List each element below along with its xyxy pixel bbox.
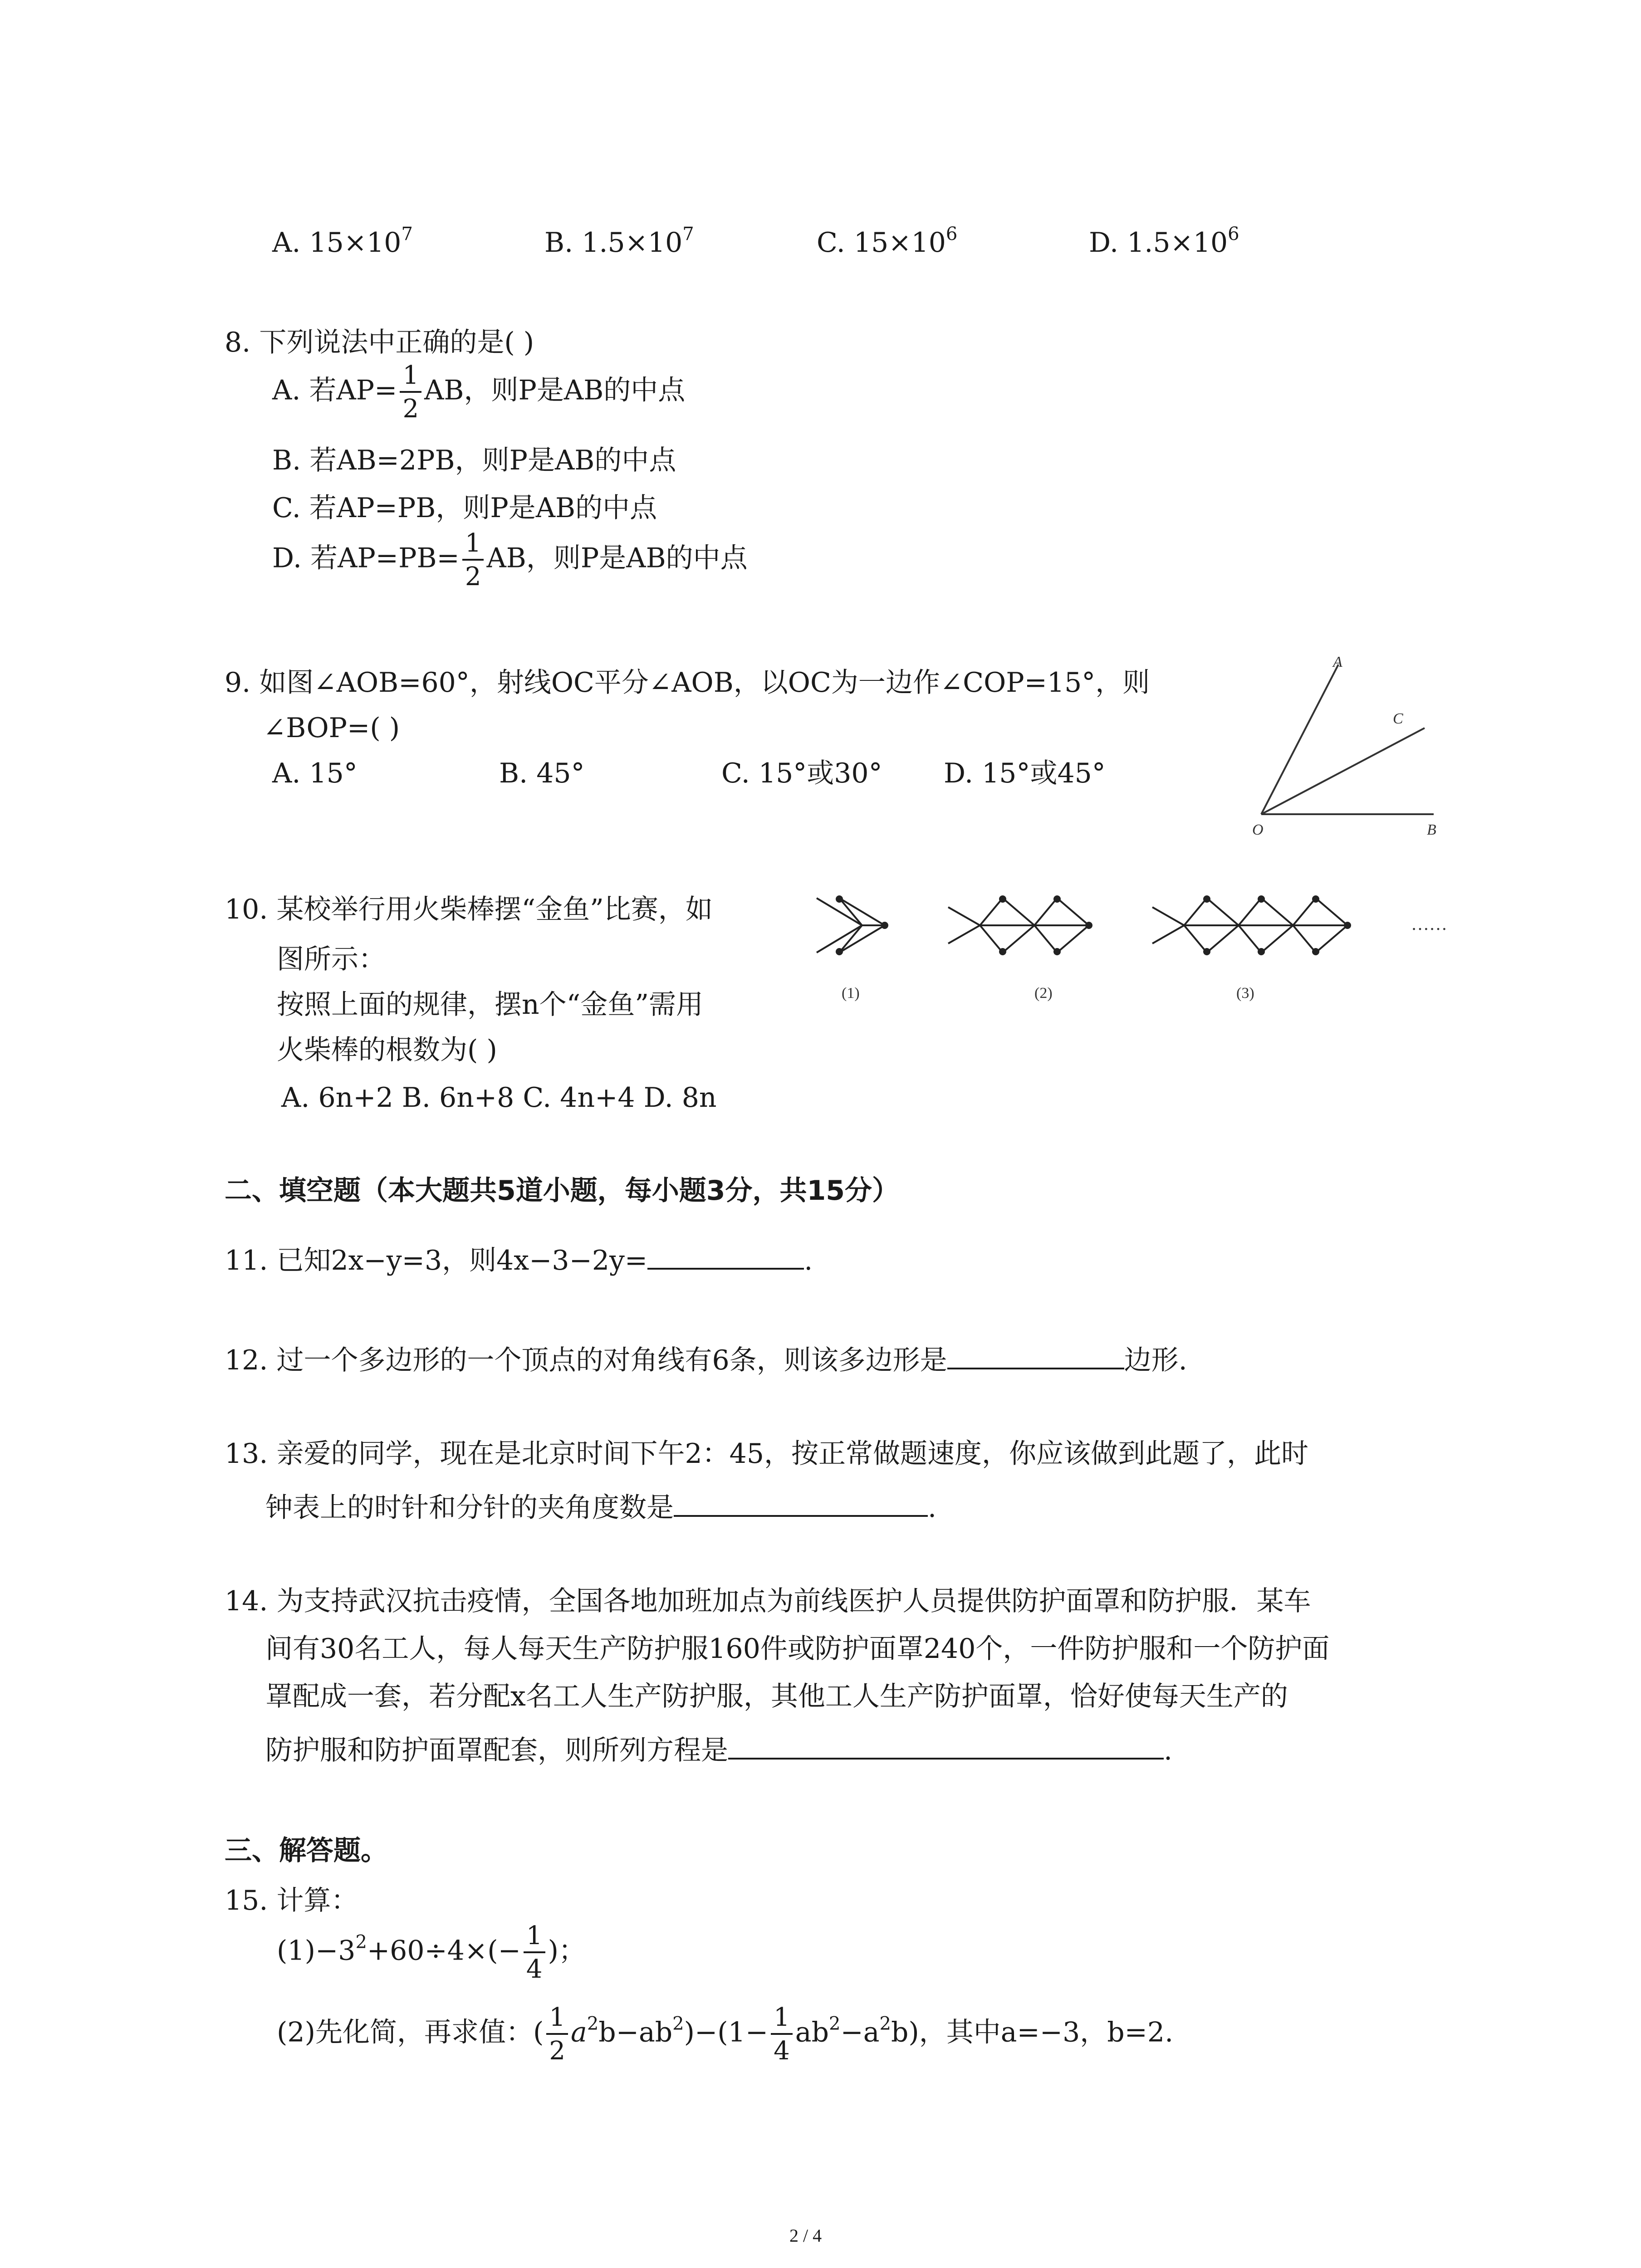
- q9-option-b: B. 45°: [499, 758, 585, 789]
- q9-stem-line2: ∠BOP=( ): [263, 712, 400, 744]
- fraction: $\frac{1}{2}$: [400, 363, 421, 422]
- q8-option-b: B. 若AB=2PB，则P是AB的中点: [272, 445, 676, 476]
- q13-line2: 钟表上的时针和分针的夹角度数是 .: [265, 1488, 936, 1521]
- q8-option-d: D. 若AP=PB= $\frac{1}{2}$ AB，则P是AB的中点: [272, 528, 748, 591]
- answer-blank: [647, 1241, 804, 1270]
- q14-line4: 防护服和防护面罩配套，则所列方程是 .: [265, 1730, 1172, 1764]
- caption-2: (2): [1034, 985, 1053, 1002]
- page-number: 2 / 4: [789, 2225, 822, 2246]
- q9-stem-line1: 9. 如图∠AOB=60°，射线OC平分∠AOB，以OC为一边作∠COP=15°，则: [225, 667, 1150, 699]
- goldfish-figure: [808, 889, 1470, 1016]
- ellipsis: ……: [1411, 914, 1447, 934]
- caption-1: (1): [842, 985, 860, 1002]
- q12: 12. 过一个多边形的一个顶点的对角线有6条，则该多边形是 边形.: [225, 1340, 1187, 1374]
- q15-part-1: $(1)-3^2+60\div 4\times(-$ $\frac{1}{4}$ )；: [277, 1921, 586, 1984]
- label-a: A: [1333, 654, 1342, 670]
- caption-3: (3): [1236, 985, 1254, 1002]
- q11: 11. 已知2x−y=3，则4x−3−2y= .: [225, 1241, 813, 1274]
- q15-part-2: (2)先化简，再求值：( $\frac{1}{2}$ $a^2b-ab^2)-(1-$ $\frac{1}{4}$ $ab^2-a^2b$)，其中a=−3，b=2.: [277, 2003, 1174, 2066]
- q10-stem-line4: 火柴棒的根数为( ): [277, 1034, 497, 1066]
- label-o: O: [1252, 821, 1264, 838]
- q7-option-c: C. $15\times 10^6$: [817, 224, 958, 259]
- q9-option-d: D. 15°或45°: [944, 758, 1106, 789]
- fraction: $\frac{1}{4}$: [771, 2005, 793, 2064]
- q10-stem-line3: 按照上面的规律，摆n个“金鱼”需用: [277, 989, 703, 1021]
- angle-figure: [1234, 653, 1470, 844]
- q10-stem-line2: 图所示：: [277, 943, 386, 975]
- q9-option-c: C. 15°或30°: [721, 758, 882, 789]
- fraction: $\frac{1}{2}$: [546, 2005, 568, 2064]
- q10-options: A. 6n+2 B. 6n+8 C. 4n+4 D. 8n: [281, 1082, 717, 1114]
- label-b: B: [1427, 821, 1436, 838]
- fraction: $\frac{1}{4}$: [524, 1923, 545, 1982]
- q7-option-b: B. $1.5\times 10^7$: [544, 224, 694, 259]
- fraction: $\frac{1}{2}$: [462, 531, 484, 590]
- goldfish-1: [817, 898, 885, 953]
- answer-blank: [947, 1340, 1124, 1369]
- q15-stem: 15. 计算：: [225, 1885, 358, 1916]
- q14-line2: 间有30名工人，每人每天生产防护服160件或防护面罩240个，一件防护服和一个防护面: [265, 1633, 1330, 1665]
- section-2-heading: 二、填空题（本大题共5道小题，每小题3分，共15分）: [225, 1175, 899, 1207]
- label-c: C: [1393, 710, 1403, 727]
- goldfish-3: [1152, 898, 1347, 953]
- goldfish-2: [948, 898, 1089, 953]
- q7-option-a: A. $15\times 10^7$: [272, 224, 413, 259]
- q8-option-c: C. 若AP=PB，则P是AB的中点: [272, 492, 657, 524]
- q8-option-a: A. 若AP= $\frac{1}{2}$ AB，则P是AB的中点: [272, 361, 686, 424]
- answer-blank: [728, 1730, 1164, 1760]
- q9-option-a: A. 15°: [272, 758, 358, 789]
- answer-blank: [674, 1488, 928, 1517]
- q14-line1: 14. 为支持武汉抗击疫情，全国各地加班加点为前线医护人员提供防护面罩和防护服．某车: [225, 1585, 1311, 1617]
- section-3-heading: 三、解答题。: [225, 1835, 388, 1867]
- q10-stem-line1: 10. 某校举行用火柴棒摆“金鱼”比赛，如: [225, 894, 713, 925]
- q14-line3: 罩配成一套，若分配x名工人生产防护服，其他工人生产防护面罩，恰好使每天生产的: [265, 1681, 1288, 1712]
- q13-line1: 13. 亲爱的同学，现在是北京时间下午2：45，按正常做题速度，你应该做到此题了，此时: [225, 1438, 1309, 1470]
- q8-stem: 8. 下列说法中正确的是( ): [225, 327, 534, 358]
- q7-option-d: D. $1.5\times 10^6$: [1089, 224, 1239, 259]
- ray-oa: [1261, 665, 1338, 814]
- ray-oc: [1261, 728, 1425, 814]
